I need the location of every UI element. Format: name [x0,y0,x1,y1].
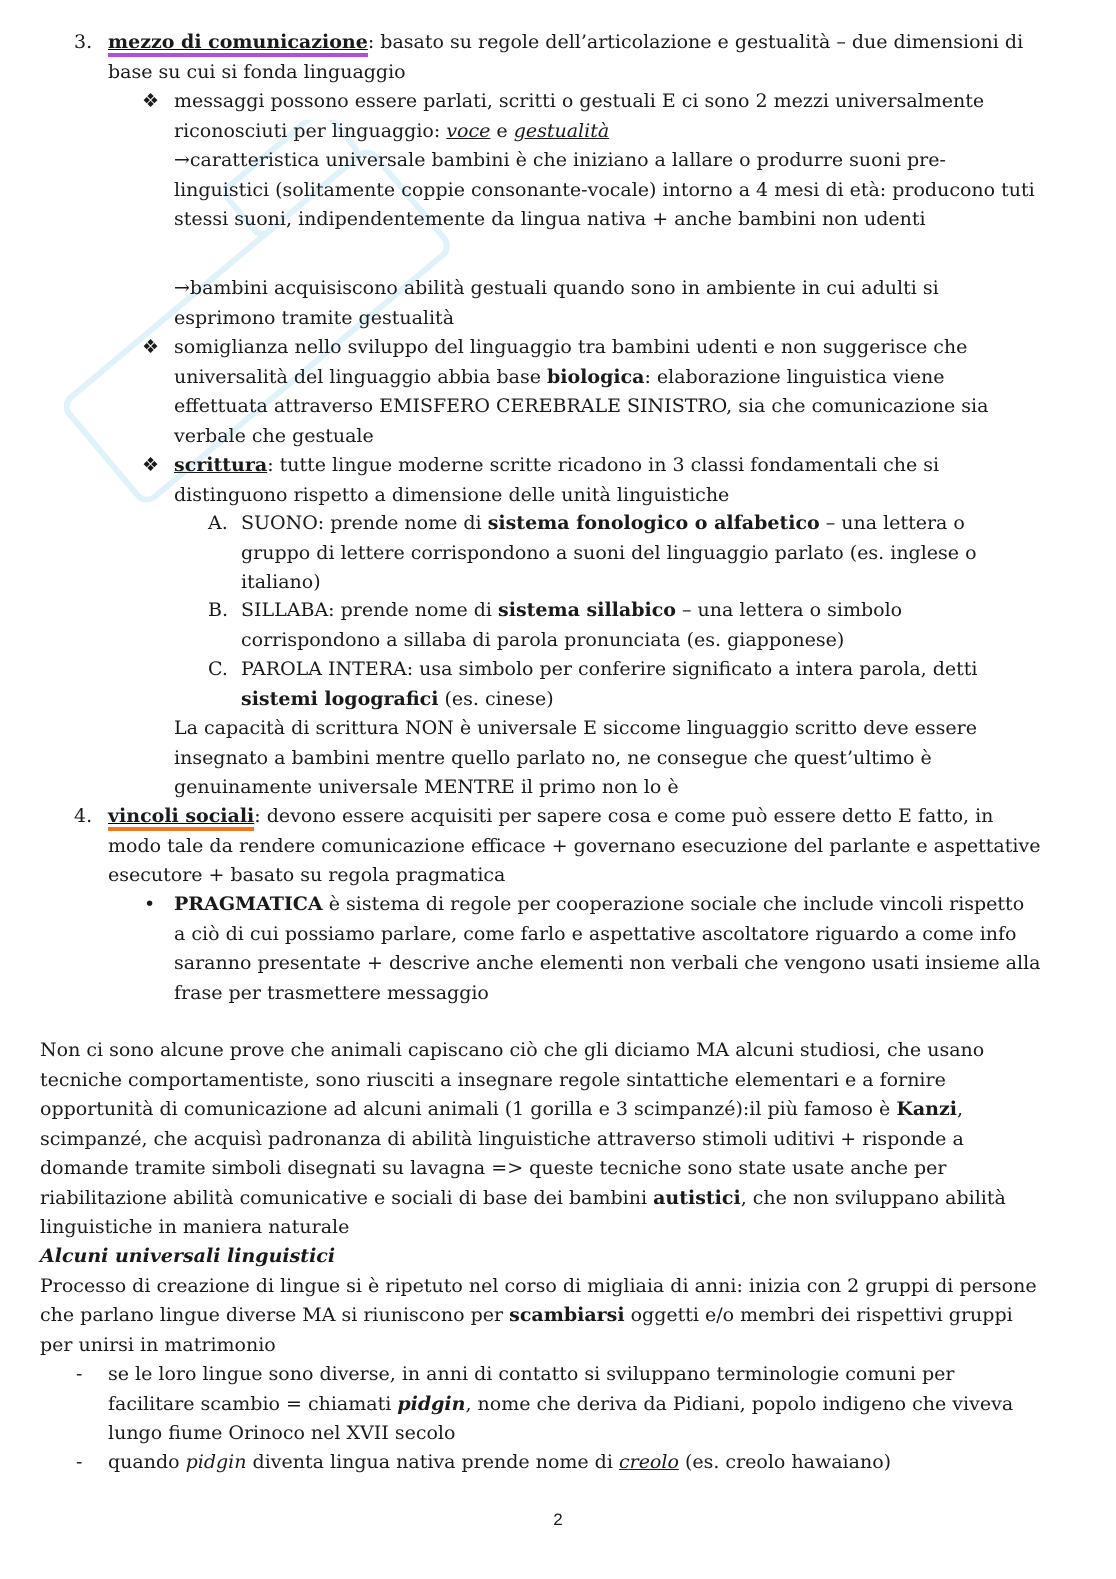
bullet3-line1: : tutte lingue moderne scritte ricadono in 3 classi fondamentali che si [267,454,940,476]
animals-line7: linguistiche in maniera naturale [40,1216,350,1238]
c-line2: (es. cinese) [438,687,554,710]
animals-line1: Non ci sono alcune prove che animali capiscano ciò che gli diciamo MA alcuni studiosi, che usano [40,1039,985,1061]
c-line1: PAROLA INTERA: usa simbolo per conferire significato a intera parola, detti [241,658,978,680]
term-scambiarsi: scambiarsi [509,1304,625,1326]
term-sistema-fonologico: sistema fonologico o alfabetico [487,512,820,534]
term-mezzo-di-comunicazione: mezzo di comunicazione [108,31,368,57]
dash2-c: (es. creolo hawaiano) [678,1451,892,1473]
sublist-c [40,655,1070,714]
animals-line3b: , [956,1098,964,1120]
bullet2-line2b: : elaborazione linguistica viene [644,365,945,388]
term-sistemi-logografici: sistemi logografici [241,687,439,710]
term-kanzi: Kanzi [896,1098,957,1120]
dash1-line3: lungo fiume Orinoco nel XVII secolo [108,1422,456,1444]
term-voce: voce [446,119,491,142]
list-number-4: 4. [74,805,93,827]
item4-block [40,802,1070,891]
term-autistici: autistici [653,1186,741,1209]
animals-line6a: riabilitazione abilità comunicative e sociali di base dei bambini [40,1186,654,1209]
item3-block [40,28,1070,87]
universali-line1: Processo di creazione di lingue si è ripetuto nel corso di migliaia di anni: inizia con 2 gruppi di persone [40,1274,1037,1297]
bullet-dot-icon: • [144,893,156,915]
item3-bullet2 [40,333,1070,451]
item3-bullet1 [40,87,1070,235]
item3-arrow2 [40,274,1070,333]
animals-line4: scimpanzé, che acquisì padronanza di abilità linguistiche attraverso stimoli uditivi + risponde a [40,1127,964,1150]
animals-line3a: opportunità di comunicazione ad alcuni animali (1 gorilla e 3 scimpanzé):il più famoso è [40,1098,897,1120]
universali-line2a: che parlano lingue diverse MA si riuniscono per [40,1304,510,1326]
b-line2: corrispondono a sillaba di parola pronunciata (es. giapponese) [241,628,845,651]
bullet2-line1: somiglianza nello sviluppo del linguaggio tra bambini udenti e non suggerisce che [174,336,968,358]
term-vincoli-sociali: vincoli sociali [108,805,254,831]
diamond-bullet-icon: ❖ [142,336,160,358]
term-scrittura: scrittura [174,454,268,476]
pragmatica-line4: frase per trasmettere messaggio [174,981,489,1004]
a-line3: italiano) [241,571,321,593]
dash1-line2a: facilitare scambio = chiamati [108,1392,398,1415]
list-letter-c: C. [208,658,228,680]
dash-bullet-icon: - [76,1451,83,1473]
a-line2: gruppo di lettere corrispondono a suoni del linguaggio parlato (es. inglese o [241,541,977,564]
sublist-a [40,509,1070,598]
bullet2-line3: effettuata attraverso EMISFERO CEREBRALE SINISTRO, sia che comunicazione sia [174,395,989,417]
term-pidgin: pidgin [397,1392,466,1415]
diamond-bullet-icon: ❖ [142,454,160,476]
dash-bullet-icon: - [76,1363,83,1385]
term-gestualita: gestualità [513,119,610,142]
universali-dash2 [40,1448,1070,1478]
pragmatica-line3: saranno presentate + descrive anche elementi non verbali che vengono usati insieme alla [174,952,1041,974]
closing-line2: insegnato a bambini mentre quello parlato no, ne consegue che quest’ultimo è [174,746,932,769]
term-biologica: biologica [547,365,645,388]
arrow1-line1: →caratteristica universale bambini è che iniziano a lallare o produrre suoni pre- [174,149,946,171]
item3-bullet3 [40,451,1070,510]
bullet2-line2a: universalità del linguaggio abbia base [174,365,547,388]
pragmatica-line2: a ciò di cui possiamo parlare, come farlo e aspettative ascoltatore riguardo a come info [174,922,1017,945]
bullet3-line2: distinguono rispetto a dimensione delle unità linguistiche [174,483,730,506]
section-title: Alcuni universali linguistici [40,1245,336,1267]
item4-bullet [40,890,1070,1008]
animals-line5: domande tramite simboli disegnati su lavagna => queste tecniche sono state usate anche per [40,1157,947,1179]
pragmatica-line1: è sistema di regole per cooperazione sociale che include vincoli rispetto [322,893,1025,915]
item3-line2: base su cui si fonda linguaggio [108,60,406,83]
item4-line3: esecutore + basato su regola pragmatica [108,864,506,886]
term-creolo: creolo [618,1451,679,1473]
arrow2-line2: esprimono tramite gestualità [174,306,455,329]
term-sistema-sillabico: sistema sillabico [498,599,676,621]
universali-line3: per unirsi in matrimonio [40,1333,276,1356]
universali-dash1 [40,1360,1070,1449]
arrow1-line2: linguistici (solitamente coppie consonante-vocale) intorno a 4 mesi di età: producono tuti [174,178,1035,201]
list-letter-b: B. [208,599,229,621]
conj-e: e [490,119,514,142]
a-line1a: SUONO: prende nome di [241,512,488,534]
item4-line1: : devono essere acquisiti per sapere cosa e come può essere detto E fatto, in [254,805,994,827]
bullet1-line2: riconosciuti per linguaggio: [174,119,447,142]
b-line1a: SILLABA: prende nome di [241,599,499,621]
diamond-bullet-icon: ❖ [142,90,160,112]
universali-line2b: oggetti e/o membri dei rispettivi gruppi [624,1304,1013,1326]
page-number: 2 [553,1510,563,1529]
animals-line2: tecniche comportamentiste, sono riusciti a insegnare regole sintattiche elementari e a fornire [40,1068,946,1091]
bullet2-line4: verbale che gestuale [174,424,374,447]
term-pidgin-italic: pidgin [185,1451,247,1473]
term-pragmatica: PRAGMATICA [174,893,323,915]
item4-line2: modo tale da rendere comunicazione efficace + governano esecuzione del parlante e aspettative [108,834,1041,857]
closing-line1: La capacità di scrittura NON è universale E siccome linguaggio scritto deve essere [174,717,977,739]
arrow2-line1: →bambini acquisiscono abilità gestuali quando sono in ambiente in cui adulti si [174,277,939,299]
list-number-3: 3. [74,31,93,53]
item3-closing [40,714,1070,803]
sublist-b [40,596,1070,655]
arrow1-line3: stessi suoni, indipendentemente da lingua nativa + anche bambini non udenti [174,208,926,230]
b-line1b: – una lettera o simbolo [675,599,903,621]
dash2-a: quando [108,1451,186,1473]
dash2-b: diventa lingua nativa prende nome di [246,1451,619,1473]
closing-line3: genuinamente universale MENTRE il primo non lo è [174,776,679,798]
dash1-line1: se le loro lingue sono diverse, in anni di contatto si sviluppano terminologie comuni per [108,1363,955,1385]
a-line1b: – una lettera o [819,512,965,534]
list-letter-a: A. [208,512,228,534]
universali-section [40,1242,1070,1360]
item3-line1: : basato su regole dell’articolazione e gestualità – due dimensioni di [367,31,1024,53]
dash1-line2b: , nome che deriva da Pidiani, popolo indigeno che viveva [465,1392,1014,1415]
animals-line6b: , che non sviluppano abilità [740,1186,1006,1209]
bullet1-line1: messaggi possono essere parlati, scritti o gestuali E ci sono 2 mezzi universalmente [174,90,985,112]
animals-paragraph [40,1036,1070,1243]
